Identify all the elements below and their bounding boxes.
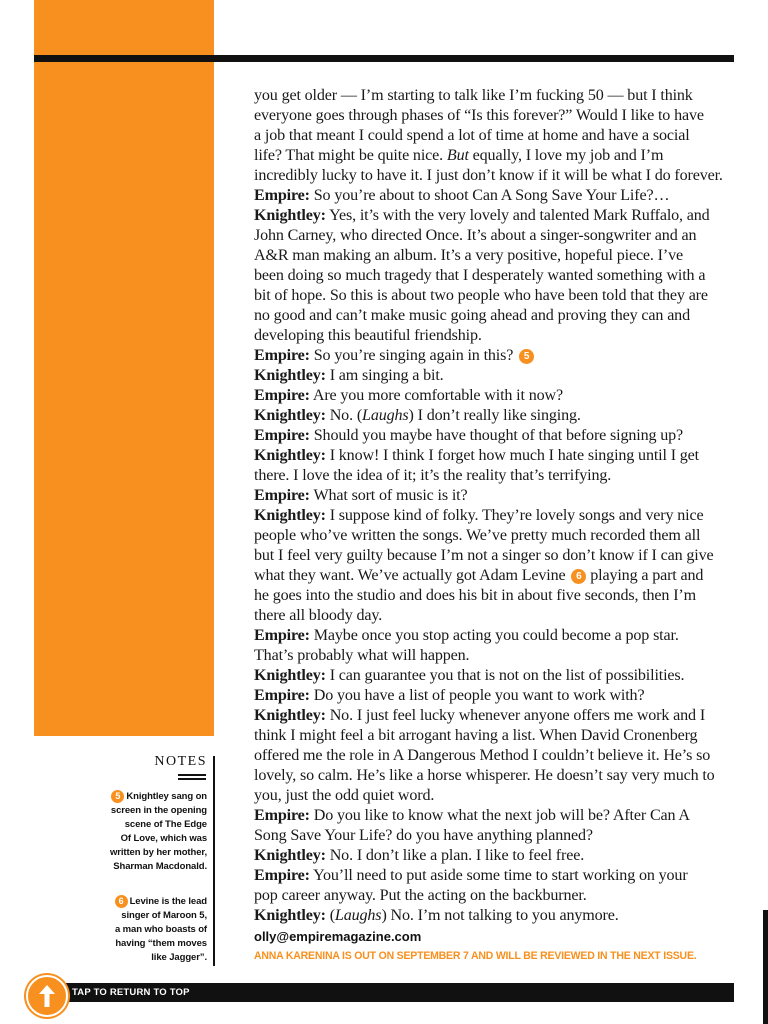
note-line: [100, 951, 207, 965]
article-text: (: [325, 907, 335, 924]
speaker-label: Knightley:: [254, 507, 326, 524]
article-text: I am singing a bit.: [325, 367, 444, 384]
article-text: lovely, so calm. He’s like a horse whisperer. He doesn’t say very much to: [254, 767, 715, 784]
article-line: [254, 686, 736, 706]
speaker-label: Empire:: [254, 387, 310, 404]
article-text: John Carney, who directed Once. It’s about a singer-songwriter and an: [254, 227, 697, 244]
article-line: [254, 206, 736, 226]
speaker-label: Knightley:: [254, 447, 326, 464]
article-text: I can guarantee you that is not on the list of possibilities.: [325, 667, 685, 684]
article-text: But: [446, 147, 469, 164]
article-text: developing this beautiful friendship.: [254, 327, 482, 344]
article-line: [254, 846, 736, 866]
article-line: [254, 606, 736, 626]
article-line: [254, 306, 736, 326]
article-line: [254, 346, 736, 366]
article-line: [254, 246, 736, 266]
article-line: [254, 626, 736, 646]
article-text: think I might feel a bit arrogant having a list. When David Cronenberg: [254, 727, 698, 744]
article-line: [254, 326, 736, 346]
speaker-label: Knightley:: [254, 207, 326, 224]
footnote-marker-5[interactable]: 5: [519, 349, 534, 364]
article-line: [254, 166, 736, 186]
article-text: you get older — I’m starting to talk like I’m fucking 50 — but I think: [254, 87, 693, 104]
speaker-label: Empire:: [254, 427, 310, 444]
note-text: singer of Maroon 5,: [121, 910, 207, 921]
article-text: No. (: [325, 407, 363, 424]
article-text: Do you like to know what the next job will be? After Can A: [309, 807, 690, 824]
article-line: [254, 706, 736, 726]
speaker-label: Knightley:: [254, 907, 326, 924]
note-text: like Jagger”.: [151, 952, 207, 963]
article-line: [254, 226, 736, 246]
note-line: [100, 804, 207, 818]
up-arrow-icon: [28, 977, 66, 1015]
article-line: [254, 266, 736, 286]
article-text: there. I love the idea of it; it’s the reality that’s terrifying.: [254, 467, 612, 484]
article-line: [254, 726, 736, 746]
article-text: A&R man making an album. It’s a very positive, hopeful piece. I’ve: [254, 247, 683, 264]
page-edge-bar: [763, 910, 768, 1024]
article-text: Should you maybe have thought of that before signing up?: [309, 427, 684, 444]
article-text: people who’ve written the songs. We’ve pretty much recorded them all: [254, 527, 701, 544]
note-text: Levine is the lead: [129, 896, 207, 907]
article-text: been doing so much tragedy that I desperately wanted something with a: [254, 267, 706, 284]
article-text: Yes, it’s with the very lovely and talented Mark Ruffalo, and: [325, 207, 710, 224]
speaker-label: Knightley:: [254, 847, 326, 864]
article-line: [254, 586, 736, 606]
article-text: bit of hope. So this is about two people who have been told that they are: [254, 287, 708, 304]
article-line: [254, 566, 736, 586]
speaker-label: Knightley:: [254, 667, 326, 684]
speaker-label: Empire:: [254, 687, 310, 704]
article-line: [254, 826, 736, 846]
speaker-label: Empire:: [254, 867, 310, 884]
article-line: [254, 886, 736, 906]
speaker-label: Knightley:: [254, 707, 326, 724]
article-text: equally, I love my job and I’m: [468, 147, 664, 164]
article-line: [254, 806, 736, 826]
article-line: [254, 766, 736, 786]
speaker-label: Knightley:: [254, 407, 326, 424]
article-line: [254, 526, 736, 546]
article-text: he goes into the studio and does his bit in about five seconds, then I’m: [254, 587, 696, 604]
note-text: Sharman Macdonald.: [113, 861, 207, 872]
article-text: ) No. I’m not talking to you anymore.: [381, 907, 619, 924]
speaker-label: Knightley:: [254, 367, 326, 384]
speaker-label: Empire:: [254, 807, 310, 824]
orange-header-block: [34, 0, 214, 736]
article-text: playing a part and: [586, 567, 704, 584]
article-text: Do you have a list of people you want to work with?: [309, 687, 645, 704]
top-rule: [34, 55, 734, 62]
article-line: [254, 106, 736, 126]
author-email[interactable]: olly@empiremagazine.com: [254, 929, 422, 944]
note-number-badge: 6: [115, 895, 128, 908]
article-line: [254, 486, 736, 506]
article-line: [254, 146, 736, 166]
article-text: no good and can’t make music going ahead and proving they can and: [254, 307, 690, 324]
article-line: [254, 466, 736, 486]
article-text: ) I don’t really like singing.: [408, 407, 581, 424]
article-text: So you’re about to shoot Can A Song Save Your Life?…: [309, 187, 670, 204]
article-line: [254, 366, 736, 386]
note-number-badge: 5: [111, 790, 124, 803]
article-text: Song Save Your Life? do you have anything planned?: [254, 827, 593, 844]
note-text: having “them moves: [115, 938, 207, 949]
article-text: No. I don’t like a plan. I like to feel free.: [325, 847, 585, 864]
note-line: [100, 895, 207, 909]
article-line: [254, 906, 736, 926]
footnote-marker-6[interactable]: 6: [571, 569, 586, 584]
article-text: everyone goes through phases of “Is this forever?” Would I like to have: [254, 107, 704, 124]
article-text: offered me the role in A Dangerous Method I couldn’t believe it. He’s so: [254, 747, 711, 764]
article-text: what they want. We’ve actually got Adam Levine: [254, 567, 570, 584]
return-to-top-button[interactable]: [26, 975, 68, 1017]
notes-heading-rules: [178, 774, 206, 782]
article-text: but I feel very guilty because I’m not a singer so don’t know if I can give: [254, 547, 714, 564]
note-line: [100, 937, 207, 951]
article-line: [254, 86, 736, 106]
note-line: [100, 832, 207, 846]
article-text: Maybe once you stop acting you could become a pop star.: [309, 627, 679, 644]
note-line: [100, 923, 207, 937]
note-5: [100, 790, 207, 874]
article-line: [254, 186, 736, 206]
article-text: No. I just feel lucky whenever anyone offers me work and I: [325, 707, 706, 724]
article-line: [254, 426, 736, 446]
note-line: [100, 860, 207, 874]
article-line: [254, 646, 736, 666]
article-text: life? That might be quite nice.: [254, 147, 447, 164]
article-line: [254, 386, 736, 406]
article-text: you, just the odd quiet word.: [254, 787, 435, 804]
article-text: a job that meant I could spend a lot of time at home and have a social: [254, 127, 690, 144]
note-line: [100, 818, 207, 832]
article-text: Laughs: [334, 907, 382, 924]
article-text: I know! I think I forget how much I hate singing until I get: [325, 447, 699, 464]
article-line: [254, 666, 736, 686]
notes-divider: [213, 756, 215, 966]
article-text: What sort of music is it?: [309, 487, 468, 504]
article-text: I suppose kind of folky. They’re lovely songs and very nice: [325, 507, 704, 524]
article-line: [254, 126, 736, 146]
speaker-label: Empire:: [254, 627, 310, 644]
article-line: [254, 546, 736, 566]
article-line: [254, 866, 736, 886]
article-text: Laughs: [362, 407, 409, 424]
speaker-label: Empire:: [254, 347, 310, 364]
article-line: [254, 286, 736, 306]
note-line: [100, 846, 207, 860]
article-body: [254, 86, 736, 926]
article-text: Are you more comfortable with it now?: [309, 387, 563, 404]
article-text: That’s probably what will happen.: [254, 647, 470, 664]
notes-heading: NOTES: [154, 754, 207, 769]
article-line: [254, 746, 736, 766]
note-text: screen in the opening: [110, 805, 207, 816]
note-text: Of Love, which was: [120, 833, 207, 844]
release-note: ANNA KARENINA IS OUT ON SEPTEMBER 7 AND WILL BE REVIEWED IN THE NEXT ISSUE.: [254, 950, 697, 962]
speaker-label: Empire:: [254, 187, 310, 204]
return-to-top-label[interactable]: TAP TO RETURN TO TOP: [72, 987, 190, 998]
note-text: written by her mother,: [109, 847, 207, 858]
article-line: [254, 446, 736, 466]
note-text: scene of The Edge: [124, 819, 207, 830]
article-text: You’ll need to put aside some time to start working on your: [309, 867, 688, 884]
article-text: incredibly lucky to have it. I just don’t know if it will be what I do forever.: [254, 167, 723, 184]
article-text: pop career anyway. Put the acting on the backburner.: [254, 887, 587, 904]
note-6: [100, 895, 207, 965]
note-line: [100, 909, 207, 923]
article-line: [254, 406, 736, 426]
article-text: there all bloody day.: [254, 607, 383, 624]
article-line: [254, 506, 736, 526]
speaker-label: Empire:: [254, 487, 310, 504]
note-line: [100, 790, 207, 804]
note-text: a man who boasts of: [114, 924, 207, 935]
article-text: So you’re singing again in this?: [309, 347, 518, 364]
note-text: Knightley sang on: [126, 791, 207, 802]
article-line: [254, 786, 736, 806]
